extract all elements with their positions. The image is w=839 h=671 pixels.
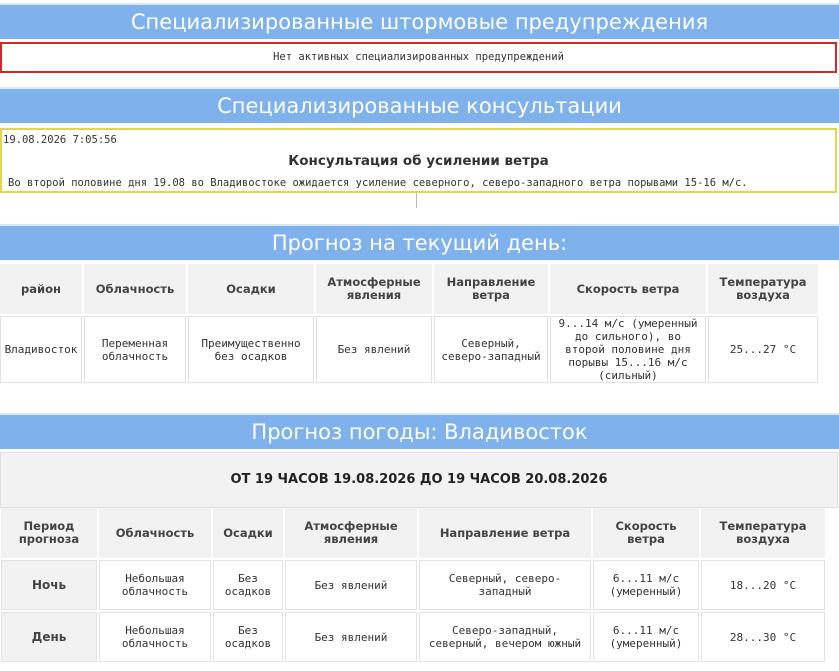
consultation-box	[0, 128, 837, 193]
table-cell: 9...14 м/с (умеренный до сильного), во второй половине дня порывы 15...16 м/с (сильный)	[550, 316, 706, 383]
table-cell: Без осадков	[213, 612, 283, 662]
column-header: Атмосферные явления	[316, 264, 432, 314]
column-header: район	[0, 264, 82, 314]
today-forecast-title: Прогноз на текущий день:	[0, 224, 839, 260]
table-row	[0, 316, 818, 383]
period-label: День	[1, 612, 97, 662]
today-forecast-table	[0, 262, 820, 385]
table-cell: Северный, северо-западный	[434, 316, 548, 383]
column-header: Направление ветра	[434, 264, 548, 314]
consultation-text: Во второй половине дня 19.08 во Владивостоке ожидается усиление северного, северо-западного ветра порывами 15-16 м/с.	[8, 177, 748, 189]
table-row	[1, 560, 825, 610]
weather-forecast-title: Прогноз погоды: Владивосток	[0, 413, 839, 449]
column-header: Период прогноза	[1, 508, 97, 558]
table-cell: Северо-западный, северный, вечером южный	[419, 612, 591, 662]
divider	[416, 193, 417, 208]
table-cell: Без явлений	[285, 560, 417, 610]
consultation-heading: Консультация об усилении ветра	[288, 153, 549, 169]
table-row	[1, 612, 825, 662]
table-cell: 6...11 м/с (умеренный)	[593, 612, 699, 662]
table-cell: Северный, северо-западный	[419, 560, 591, 610]
consultations-title: Специализированные консультации	[0, 87, 839, 123]
column-header: Атмосферные явления	[285, 508, 417, 558]
storm-warnings-title: Специализированные штормовые предупреждения	[0, 3, 839, 39]
table-cell: Преимущественно без осадков	[188, 316, 314, 383]
table-cell: 25...27 °C	[708, 316, 818, 383]
no-warnings-box: Нет активных специализированных предупреждений	[0, 42, 837, 73]
table-cell: Небольшая облачность	[99, 612, 211, 662]
column-header: Направление ветра	[419, 508, 591, 558]
table-cell: Переменная облачность	[84, 316, 186, 383]
table-cell: Владивосток	[0, 316, 82, 383]
column-header: Скорость ветра	[550, 264, 706, 314]
column-header: Осадки	[213, 508, 283, 558]
table-cell: 18...20 °C	[701, 560, 825, 610]
table-cell: Без осадков	[213, 560, 283, 610]
consultation-datetime: 19.08.2026 7:05:56	[3, 134, 117, 146]
table-cell: 6...11 м/с (умеренный)	[593, 560, 699, 610]
column-header: Скорость ветра	[593, 508, 699, 558]
table-header-row	[0, 264, 818, 314]
column-header: Температура воздуха	[701, 508, 825, 558]
table-cell: Без явлений	[285, 612, 417, 662]
column-header: Облачность	[84, 264, 186, 314]
table-cell: 28...30 °C	[701, 612, 825, 662]
column-header: Облачность	[99, 508, 211, 558]
table-header-row	[1, 508, 825, 558]
weather-forecast-table	[0, 506, 827, 664]
period-label: Ночь	[1, 560, 97, 610]
table-cell: Без явлений	[316, 316, 432, 383]
forecast-period-header: ОТ 19 ЧАСОВ 19.08.2026 ДО 19 ЧАСОВ 20.08.2026	[0, 452, 838, 508]
column-header: Температура воздуха	[708, 264, 818, 314]
table-cell: Небольшая облачность	[99, 560, 211, 610]
column-header: Осадки	[188, 264, 314, 314]
